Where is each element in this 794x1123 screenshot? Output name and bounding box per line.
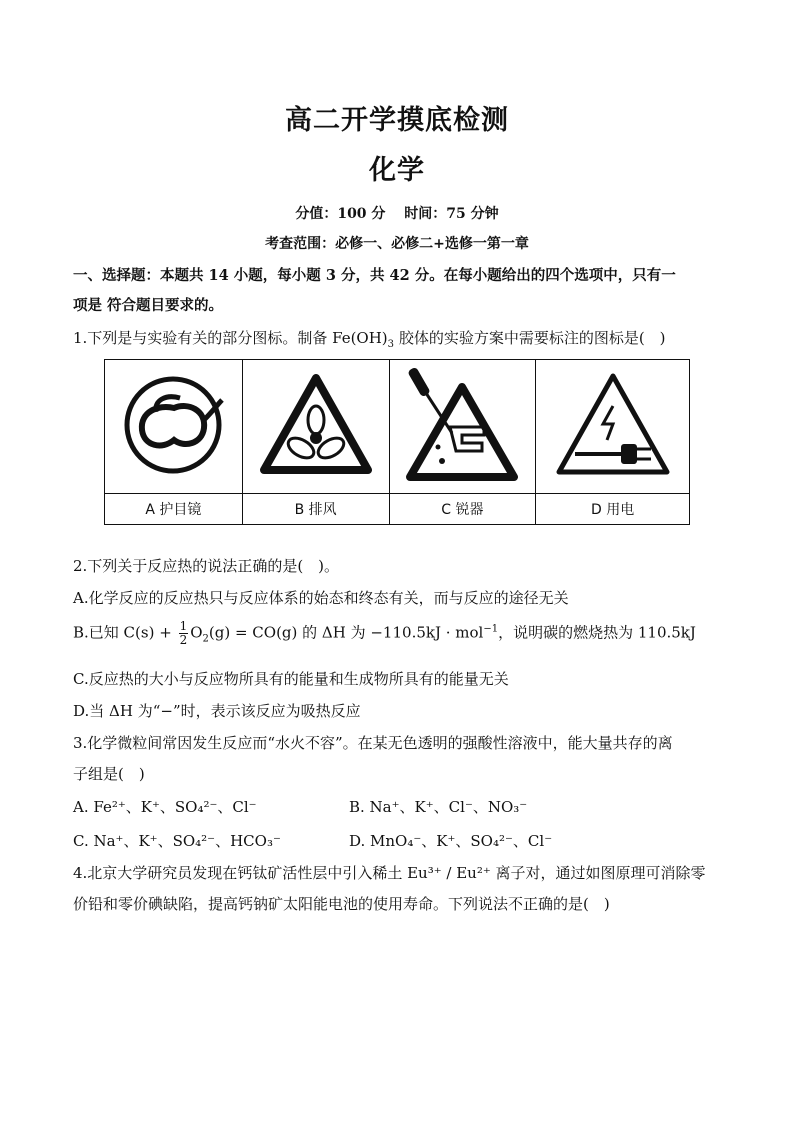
question-1-stem-b: 胶体的实验方案中需要标注的图标是( ) [398,329,666,347]
question-2-option-c: C.反应热的大小与反应物所具有的能量和生成物所具有的能量无关 [73,670,509,688]
question-3-option-d: D. MnO₄⁻、K⁺、SO₄²⁻、Cl⁻ [349,832,553,850]
section-heading-line2: 项是 符合题目要求的。 [73,297,224,314]
scope-line: 考查范围：必修一、必修二+选修一第一章 [265,236,529,252]
q2-b-den: 2 [179,633,188,647]
section-heading-line1: 一、选择题：本题共 14 小题，每小题 3 分，共 42 分。在每小题给出的四个选项中，只有一 [73,267,676,284]
question-4-stem-line1: 4.北京大学研究员发现在钙钛矿活性层中引入稀土 Eu³⁺ / Eu²⁺ 离子对，通过如图原理可消除零 [73,864,706,882]
q1-formula-sub: 3 [387,339,395,350]
icon-label-b: B 排风 [242,494,389,525]
question-3-stem-line1: 3.化学微粒间常因发生反应而“水火不容”。在某无色透明的强酸性溶液中，能大量共存的离 [73,734,673,752]
q2-b-pre: B.已知 C(s) + [73,623,172,642]
question-2-option-a: A.化学反应的反应热只与反应体系的始态和终态有关，而与反应的途径无关 [73,589,569,607]
icon-label-d: D 用电 [536,494,690,525]
q2-b-fraction [179,620,189,647]
question-1-stem-a: 1.下列是与实验有关的部分图标。制备 [73,329,328,347]
question-3-option-a: A. Fe²⁺、K⁺、SO₄²⁻、Cl⁻ [73,798,257,816]
icon-label-a: A 护目镜 [105,494,243,525]
icon-cell-goggles [105,360,243,494]
electric-plug-icon [553,370,673,480]
fan-icon [256,370,376,480]
question-3-stem-line2: 子组是( ) [73,765,145,783]
goggles-icon [118,370,228,480]
question-2-option-b [73,620,723,647]
sharp-instrument-icon [402,365,522,485]
q2-b-mid2: (g) = CO(g) 的 ΔH 为 −110.5kJ · mol [208,623,484,642]
icon-label-c: C 锐器 [389,494,536,525]
q2-b-mid1: O [190,623,203,642]
question-3-option-c: C. Na⁺、K⁺、SO₄²⁻、HCO₃⁻ [73,832,281,850]
q2-b-num: 1 [179,619,188,633]
q1-formula-main: Fe(OH) [332,329,388,347]
question-2-stem: 2.下列关于反应热的说法正确的是( )。 [73,557,340,575]
question-2-option-d: D.当 ΔH 为“−”时，表示该反应为吸热反应 [73,702,361,720]
q2-b-sup: −1 [483,623,499,635]
score-time-line: 分值：100 分 时间：75 分钟 [295,206,499,222]
question-4-stem-line2: 价铅和零价碘缺陷，提高钙钠矿太阳能电池的使用寿命。下列说法不正确的是( ) [73,895,610,913]
q2-b-post: ，说明碳的燃烧热为 110.5kJ [498,623,696,642]
icon-cell-electric [536,360,690,494]
icon-cell-fan [242,360,389,494]
question-1-stem [73,327,723,348]
icon-table [104,359,690,525]
question-1-formula [332,329,395,350]
q2-b-sub1: 2 [202,633,209,645]
question-3-option-b: B. Na⁺、K⁺、Cl⁻、NO₃⁻ [349,798,528,816]
icon-cell-sharp [389,360,536,494]
subject-title: 化学 [369,155,425,186]
exam-title: 高二开学摸底检测 [285,105,509,136]
